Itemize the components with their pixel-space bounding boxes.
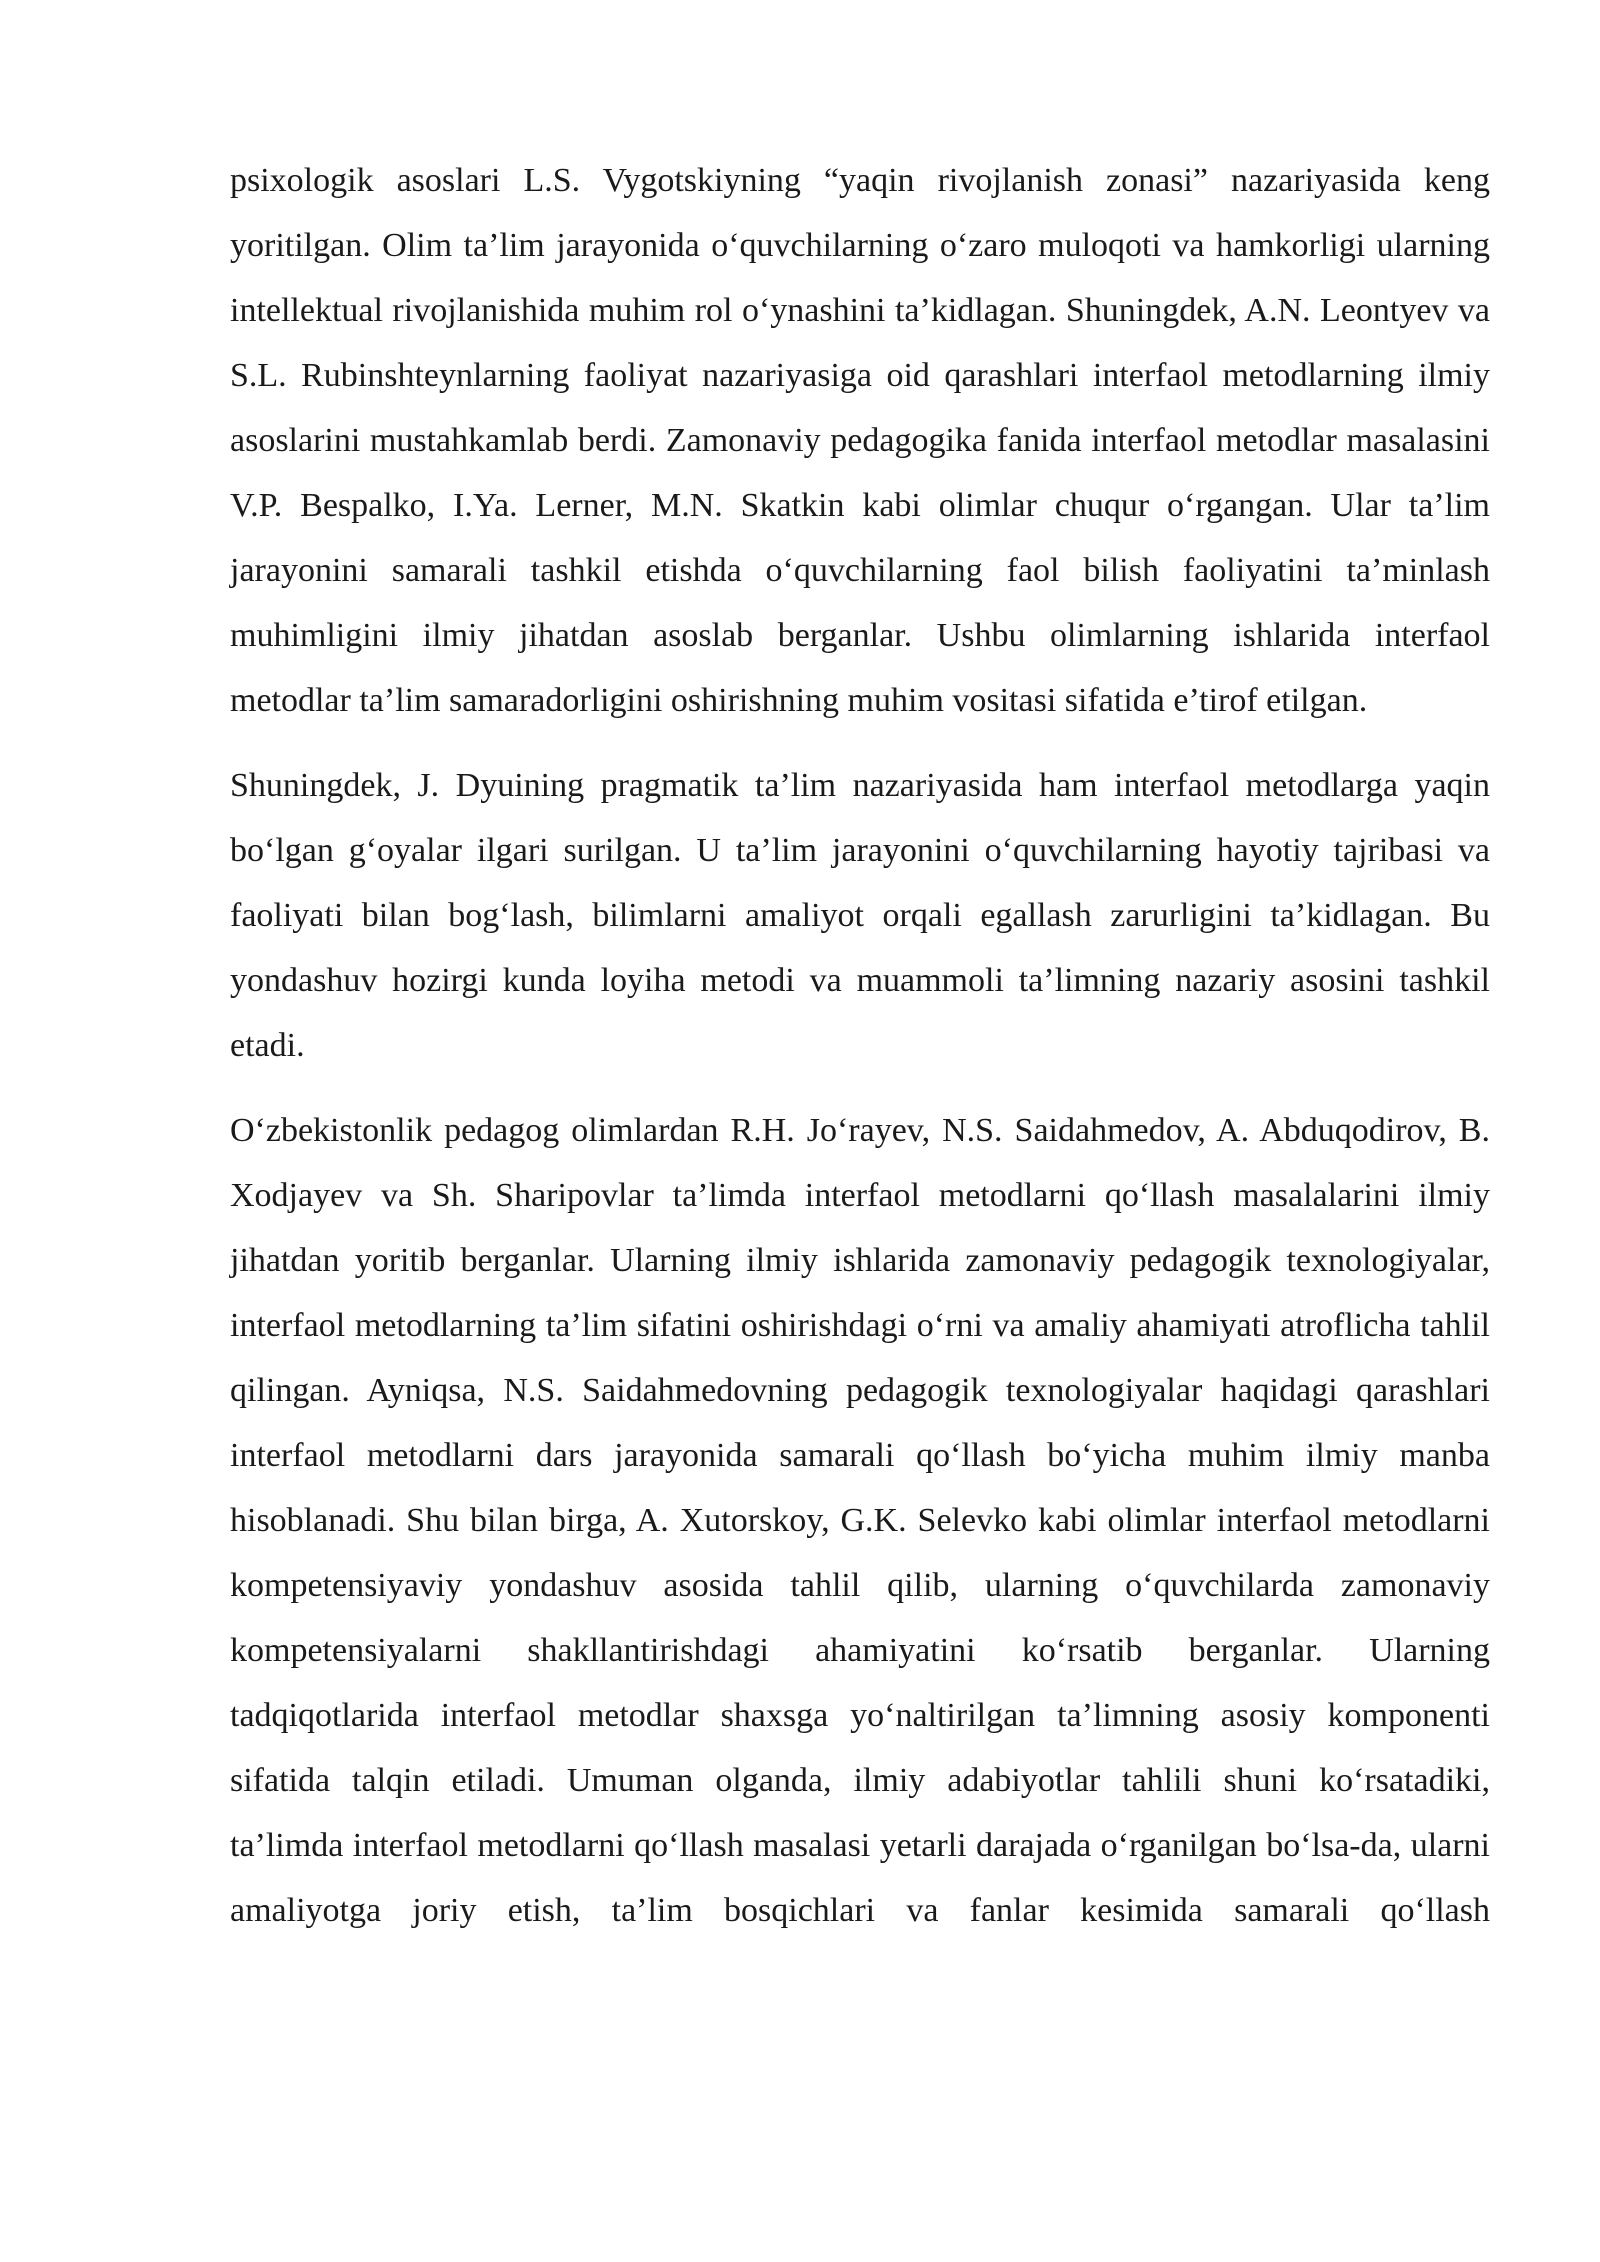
paragraph-2: Shuningdek, J. Dyuining pragmatik ta’lim nazariyasida ham interfaol metodlarga yaqin bo‘lgan g‘oyalar ilgari surilgan. U ta’lim jarayonini o‘quvchilarning hayotiy tajribasi va faoliyati bilan bog‘lash, bilimlarni amaliyot orqali egallash zarurligini ta’kidlagan. Bu yondashuv hozirgi kunda loyiha metodi va muammoli ta’limning nazariy asosini tashkil etadi. [230,767,1490,1064]
body-text [230,148,1490,1963]
paragraph-3: O‘zbekistonlik pedagog olimlardan R.H. Jo‘rayev, N.S. Saidahmedov, A. Abduqodirov, B. Xodjayev va Sh. Sharipovlar ta’limda interfaol metodlarni qo‘llash masalalarini ilmiy jihatdan yoritib berganlar. Ularning ilmiy ishlarida zamonaviy pedagogik texnologiyalar, interfaol metodlarning ta’lim sifatini oshirishdagi o‘rni va amaliy ahamiyati atroflicha tahlil qilingan. Ayniqsa, N.S. Saidahmedovning pedagogik texnologiyalar haqidagi qarashlari interfaol metodlarni dars jarayonida samarali qo‘llash bo‘yicha muhim ilmiy manba hisoblanadi. Shu bilan birga, A. Xutorskoy, G.K. Selevko kabi olimlar interfaol metodlarni kompetensiyaviy yondashuv asosida tahlil qilib, ularning o‘quvchilarda zamonaviy kompetensiyalarni shakllantirishdagi ahamiyatini ko‘rsatib berganlar. Ularning tadqiqotlarida interfaol metodlar shaxsga yo‘naltirilgan ta’limning asosiy komponenti sifatida talqin etiladi. Umuman olganda, ilmiy adabiyotlar tahlili shuni ko‘rsatadiki, ta’limda interfaol metodlarni qo‘llash masalasi yetarli darajada o‘rganilgan bo‘lsa-da, ularni amaliyotga joriy etish, ta’lim bosqichlari va fanlar kesimida samarali qo‘llash [230,1112,1490,1929]
paragraph-1: psixologik asoslari L.S. Vygotskiyning “yaqin rivojlanish zonasi” nazariyasida keng yoritilgan. Olim ta’lim jarayonida o‘quvchilarning o‘zaro muloqoti va hamkorligi ularning intellektual rivojlanishida muhim rol o‘ynashini ta’kidlagan. Shuningdek, A.N. Leontyev va S.L. Rubinshteynlarning faoliyat nazariyasiga oid qarashlari interfaol metodlarning ilmiy asoslarini mustahkamlab berdi. Zamonaviy pedagogika fanida interfaol metodlar masalasini V.P. Bespalko, I.Ya. Lerner, M.N. Skatkin kabi olimlar chuqur o‘rgangan. Ular ta’lim jarayonini samarali tashkil etishda o‘quvchilarning faol bilish faoliyatini ta’minlash muhimligini ilmiy jihatdan asoslab berganlar. Ushbu olimlarning ishlarida interfaol metodlar ta’lim samaradorligini oshirishning muhim vositasi sifatida e’tirof etilgan. [230,162,1490,719]
